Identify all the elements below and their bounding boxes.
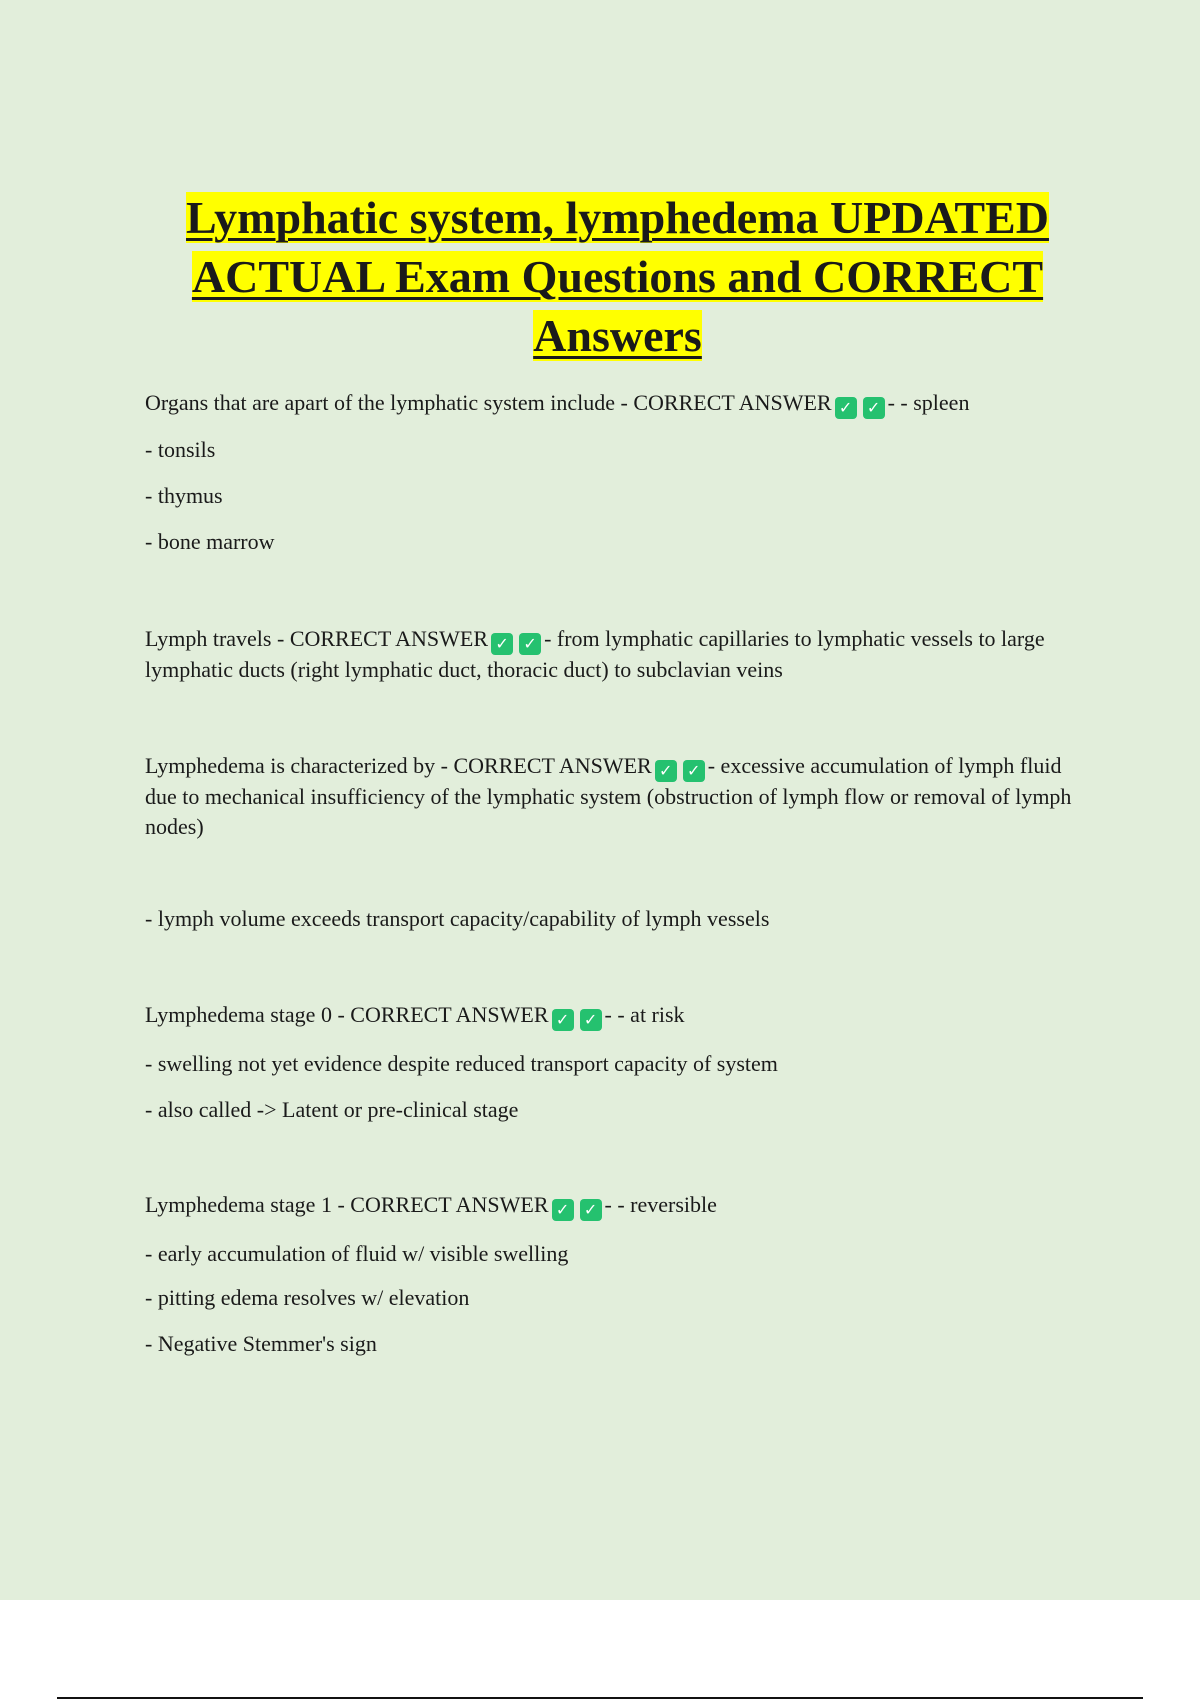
answer-text: - - reversible	[604, 1192, 717, 1217]
answer-text: - - at risk	[604, 1002, 685, 1027]
document-title-text: Lymphatic system, lymphedema UPDATED ACTUAL Exam Questions and CORRECT Answers	[186, 192, 1049, 361]
question-text: Lymphedema stage 1 -	[145, 1192, 351, 1217]
answer-list-item: - early accumulation of fluid w/ visible swelling	[145, 1241, 569, 1266]
answer-text: - from lymphatic capillaries to lymphatic vessels to large lymphatic ducts (right lymphatic duct, thoracic duct) to subclavian veins	[145, 626, 1045, 682]
answer-marker: CORRECT ANSWER	[350, 1002, 549, 1027]
check-mark-icon: ✓	[655, 760, 677, 782]
answer-list-item: - Negative Stemmer's sign	[145, 1331, 377, 1356]
check-mark-icon: ✓	[683, 760, 705, 782]
question-text: Organs that are apart of the lymphatic system include -	[145, 390, 634, 415]
qa-item	[145, 388, 1095, 557]
qa-item	[145, 751, 1095, 934]
answer-text: - - spleen	[887, 390, 970, 415]
answer-marker: CORRECT ANSWER	[633, 390, 832, 415]
answer-marker: CORRECT ANSWER	[453, 753, 652, 778]
question-text: Lymphedema stage 0 -	[145, 1002, 351, 1027]
check-mark-icon: ✓	[552, 1009, 574, 1031]
document-title	[130, 188, 1105, 365]
qa-question-line	[145, 1000, 1095, 1031]
answer-list-item: - pitting edema resolves w/ elevation	[145, 1285, 470, 1310]
check-mark-icon: ✓	[580, 1009, 602, 1031]
answer-list-item: - thymus	[145, 483, 223, 508]
check-mark-icon: ✓	[580, 1199, 602, 1221]
answer-marker: CORRECT ANSWER	[350, 1192, 549, 1217]
answer-list-item: - bone marrow	[145, 529, 275, 554]
answer-list-item: - lymph volume exceeds transport capacity/capability of lymph vessels	[145, 906, 770, 931]
question-text: Lymphedema is characterized by -	[145, 753, 454, 778]
answer-list-item: - tonsils	[145, 437, 216, 462]
check-mark-icon: ✓	[552, 1199, 574, 1221]
question-text: Lymph travels -	[145, 626, 290, 651]
qa-question-line	[145, 751, 1095, 842]
check-mark-icon: ✓	[491, 633, 513, 655]
qa-question-line	[145, 1190, 1095, 1221]
qa-question-line	[145, 388, 1095, 419]
qa-item	[145, 1190, 1095, 1359]
qa-item	[145, 624, 1095, 685]
check-mark-icon: ✓	[519, 633, 541, 655]
answer-list-item: - swelling not yet evidence despite reduced transport capacity of system	[145, 1051, 778, 1076]
answer-list-item: - also called -> Latent or pre-clinical stage	[145, 1097, 519, 1122]
qa-question-line	[145, 624, 1095, 685]
answer-marker: CORRECT ANSWER	[289, 626, 489, 651]
check-mark-icon: ✓	[863, 397, 885, 419]
qa-item	[145, 1000, 1095, 1125]
check-mark-icon: ✓	[835, 397, 857, 419]
footer-divider	[57, 1697, 1143, 1699]
answer-text: - excessive accumulation of lymph fluid due to mechanical insufficiency of the lymphatic system (obstruction of lymph flow or removal of lymph nodes)	[145, 753, 1072, 839]
